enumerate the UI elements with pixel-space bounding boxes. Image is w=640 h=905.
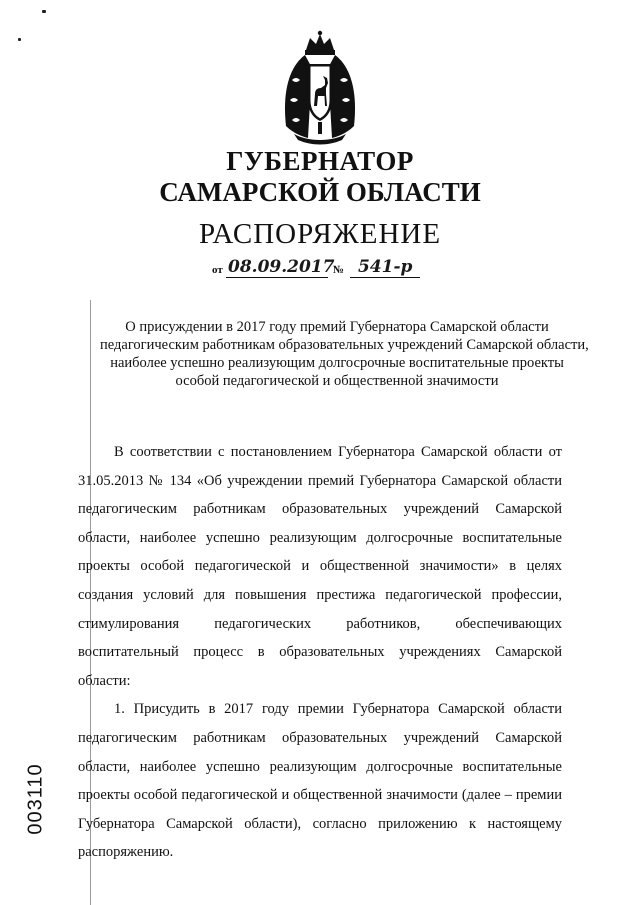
authority-title-line2: САМАРСКОЙ ОБЛАСТИ [159, 177, 481, 207]
handwritten-number: 541-р [358, 257, 413, 277]
date-number-line [212, 257, 452, 281]
side-registration-stamp [24, 764, 48, 834]
subject-line: особой педагогической и общественной значимости [175, 373, 499, 389]
subject-line: наиболее успешно реализующим долгосрочные воспитательные проекты [110, 355, 564, 371]
date-underline [226, 277, 328, 278]
date-from-label: от [212, 264, 223, 276]
preamble-paragraph: В соответствии с постановлением Губернатора Самарской области от 31.05.2013 № 134 «Об учреждении премий Губернатора Самарской области педагогическим работникам образовательных учреждений Самарской области, наиболее успешно реализующим долгосрочные воспитательные проекты особой педагогической и общественной значимости» в целях создания условий для повышения престижа педагогической профессии, стимулирования педагогических работников, обеспечивающих воспитательный процесс в образовательных учреждениях Самарской области: [78, 444, 562, 689]
scan-speck [18, 38, 21, 41]
clause-1-paragraph: 1. Присудить в 2017 году премии Губернатора Самарской области педагогическим работникам образовательных учреждений Самарской области, наиболее успешно реализующим долгосрочные воспитательные проекты особой педагогической и общественной значимости (далее – премии Губернатора Самарской области), согласно приложению к настоящему распоряжению. [78, 701, 562, 861]
handwritten-date: 08.09.2017 [228, 257, 335, 277]
coat-of-arms-icon [272, 30, 368, 146]
subject-block [100, 318, 589, 390]
scan-speck [42, 10, 46, 13]
subject-line: О присуждении в 2017 году премий Губернатора Самарской области [125, 319, 549, 335]
number-label: № [333, 264, 345, 276]
subject-line: педагогическим работникам образовательных учреждений Самарской области, [100, 337, 589, 353]
document-type: РАСПОРЯЖЕНИЕ [198, 218, 442, 250]
number-underline [350, 277, 420, 278]
body-text [78, 438, 562, 867]
authority-title-line1: ГУБЕРНАТОР [226, 146, 414, 176]
stamp-number: 003110 [24, 763, 47, 835]
